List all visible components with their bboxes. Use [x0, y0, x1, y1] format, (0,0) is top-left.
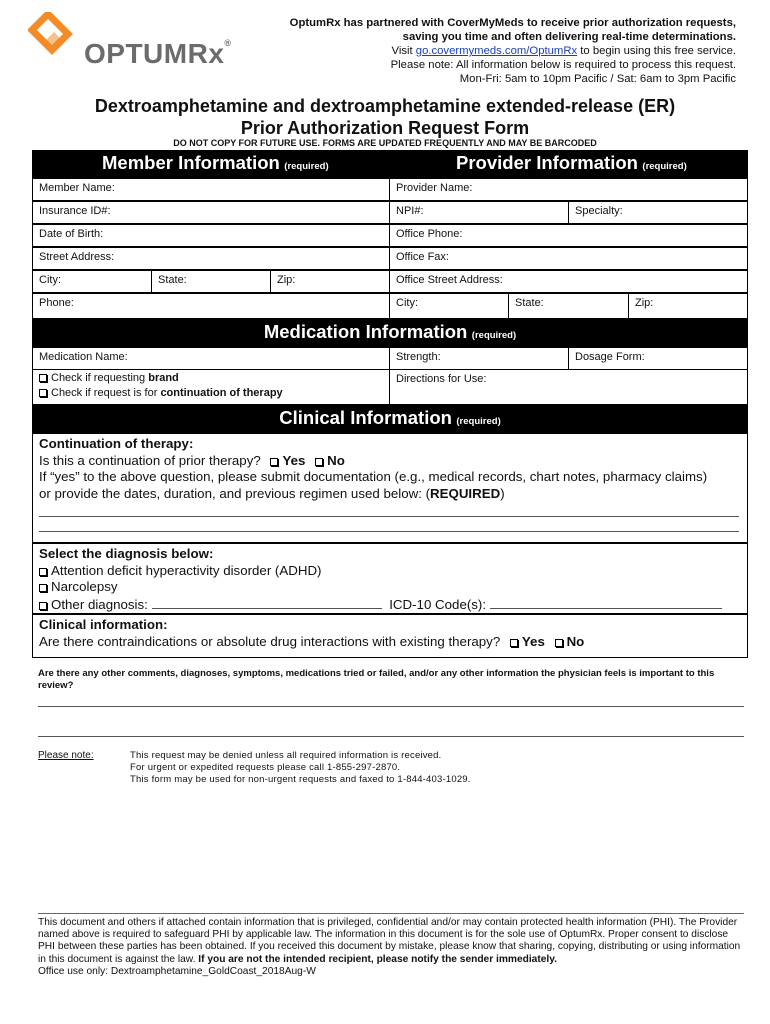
medication-header-bar: Medication Information (required) — [32, 319, 748, 347]
contraindications-no-checkbox[interactable] — [555, 639, 563, 647]
member-provider-header: Member Information (required) Provider Information (required) — [32, 150, 748, 178]
icd10-blank[interactable] — [490, 596, 722, 609]
continuation-yes-checkbox[interactable] — [270, 458, 278, 466]
copy-warning: DO NOT COPY FOR FUTURE USE. FORMS ARE UPDATED FREQUENTLY AND MAY BE BARCODED — [173, 138, 597, 148]
provider-state-field[interactable]: State: — [508, 293, 629, 319]
footer-divider — [38, 913, 744, 914]
continuation-no-checkbox[interactable] — [315, 458, 323, 466]
confidentiality-bold: If you are not the intended recipient, please notify the sender immediately. — [198, 953, 557, 965]
logo-wordmark: OPTUMRx — [84, 38, 225, 69]
insurance-id-field[interactable]: Insurance ID#: — [32, 201, 390, 224]
contraindications-yes-checkbox[interactable] — [510, 639, 518, 647]
provider-city-field[interactable]: City: — [389, 293, 509, 319]
comments-line-2[interactable] — [38, 726, 744, 737]
comments-prompt: Are there any other comments, diagnoses, symptoms, medications tried or failed, and/or any other information the physician feels is important to this review? — [38, 668, 715, 691]
member-zip-field[interactable]: Zip: — [270, 270, 390, 293]
continuation-question: Is this a continuation of prior therapy? Yes No — [39, 452, 345, 468]
member-phone-field[interactable]: Phone: — [32, 293, 390, 319]
optumrx-logo — [28, 12, 232, 70]
diagnosis-title: Select the diagnosis below: — [39, 546, 214, 561]
dosage-form-field[interactable]: Dosage Form: — [568, 347, 748, 370]
member-state-field[interactable]: State: — [151, 270, 271, 293]
please-note-label: Please note: — [38, 750, 94, 761]
diagnosis-narcolepsy[interactable]: Narcolepsy — [39, 579, 741, 596]
documentation-text-1: If “yes” to the above question, please submit documentation (e.g., medical records, chart notes, pharmacy claims) — [39, 469, 708, 484]
please-note-line-2: For urgent or expedited requests please call 1-855-297-2870. — [130, 762, 401, 773]
diagnosis-other[interactable]: Other diagnosis: ICD-10 Code(s): — [39, 596, 741, 614]
please-note-line-3: This form may be used for non-urgent requests and faxed to 1-844-403-1029. — [130, 774, 471, 785]
continuation-option[interactable]: Check if request is for continuation of therapy — [39, 386, 383, 401]
medication-name-field[interactable]: Medication Name: — [32, 347, 390, 370]
diagnosis-adhd[interactable]: Attention deficit hyperactivity disorder (ADHD) — [39, 563, 741, 580]
clinical-info-section — [32, 614, 748, 658]
clinical-info-title: Clinical information: — [39, 617, 168, 632]
form-title-drug: Dextroamphetamine and dextroamphetamine extended-release (ER) — [94, 96, 676, 116]
continuation-checkbox[interactable] — [39, 389, 47, 397]
continuation-section — [32, 433, 748, 543]
contraindications-question: Are there contraindications or absolute drug interactions with existing therapy? Yes No — [39, 633, 585, 649]
confidentiality-text: This document and others if attached contain information that is privileged, confidential and/or may contain protected health information (PHI). The Provider named above is required to safeguard PHI by applicable law. The information in this document is for the sole use of OptumRx. Proper consent to disclose PHI between these parties has been obtained. If you received this document by mistake, please know that sharing, copying, distributing or using information in this document is against the law. — [38, 917, 741, 965]
notice-line-5: Mon-Fri: 5am to 10pm Pacific / Sat: 6am to 3pm Pacific — [459, 73, 736, 85]
adhd-checkbox[interactable] — [39, 568, 47, 576]
other-diagnosis-checkbox[interactable] — [39, 602, 47, 610]
office-fax-field[interactable]: Office Fax: — [389, 247, 748, 270]
brand-checkbox[interactable] — [39, 374, 47, 382]
clinical-header: Clinical Information — [279, 407, 452, 428]
documentation-text-2: or provide the dates, duration, and previous regimen used below: (REQUIRED) — [39, 485, 505, 501]
office-use-only: Office use only: Dextroamphetamine_GoldCoast_2018Aug-W — [38, 965, 316, 977]
logo-registered: ® — [224, 38, 232, 48]
confidentiality-notice — [38, 917, 746, 978]
continuation-title: Continuation of therapy: — [39, 436, 194, 451]
previous-regimen-line-1[interactable] — [39, 502, 739, 517]
member-city-field[interactable]: City: — [32, 270, 152, 293]
strength-field[interactable]: Strength: — [389, 347, 569, 370]
brand-option[interactable]: Check if requesting brand — [39, 371, 383, 386]
notice-line-4: Please note: All information below is required to process this request. — [390, 59, 736, 71]
directions-field[interactable]: Directions for Use: — [389, 369, 748, 405]
covermymeds-link[interactable]: go.covermymeds.com/OptumRx — [415, 45, 578, 57]
provider-zip-field[interactable]: Zip: — [628, 293, 748, 319]
form-title: Prior Authorization Request Form — [240, 118, 530, 138]
date-of-birth-field[interactable]: Date of Birth: — [32, 224, 390, 247]
other-diagnosis-blank[interactable] — [152, 596, 382, 609]
office-street-field[interactable]: Office Street Address: — [389, 270, 748, 293]
member-header: Member Information — [102, 152, 280, 173]
medication-header: Medication Information — [263, 321, 468, 342]
optumrx-logo-mark-icon — [28, 12, 84, 70]
provider-name-field[interactable]: Provider Name: — [389, 178, 748, 201]
member-name-field[interactable]: Member Name: — [32, 178, 390, 201]
diagnosis-section — [32, 543, 748, 614]
header-notice — [276, 16, 736, 86]
notice-line-1: OptumRx has partnered with CoverMyMeds to receive prior authorization requests, — [289, 17, 736, 29]
please-note-line-1: This request may be denied unless all required information is received. — [130, 750, 442, 761]
provider-header: Provider Information — [456, 152, 638, 173]
please-note-text — [130, 750, 471, 786]
notice-line-2: saving you time and often delivering real-time determinations. — [402, 31, 736, 43]
previous-regimen-line-2[interactable] — [39, 517, 739, 532]
notice-line-3: Visit go.covermymeds.com/OptumRx to begin using this free service. — [391, 45, 736, 57]
specialty-field[interactable]: Specialty: — [568, 201, 748, 224]
comments-line-1[interactable] — [38, 696, 744, 707]
narcolepsy-checkbox[interactable] — [39, 584, 47, 592]
medication-checkboxes — [32, 369, 390, 405]
member-street-field[interactable]: Street Address: — [32, 247, 390, 270]
npi-field[interactable]: NPI#: — [389, 201, 569, 224]
clinical-header-bar: Clinical Information (required) — [32, 405, 748, 433]
office-phone-field[interactable]: Office Phone: — [389, 224, 748, 247]
